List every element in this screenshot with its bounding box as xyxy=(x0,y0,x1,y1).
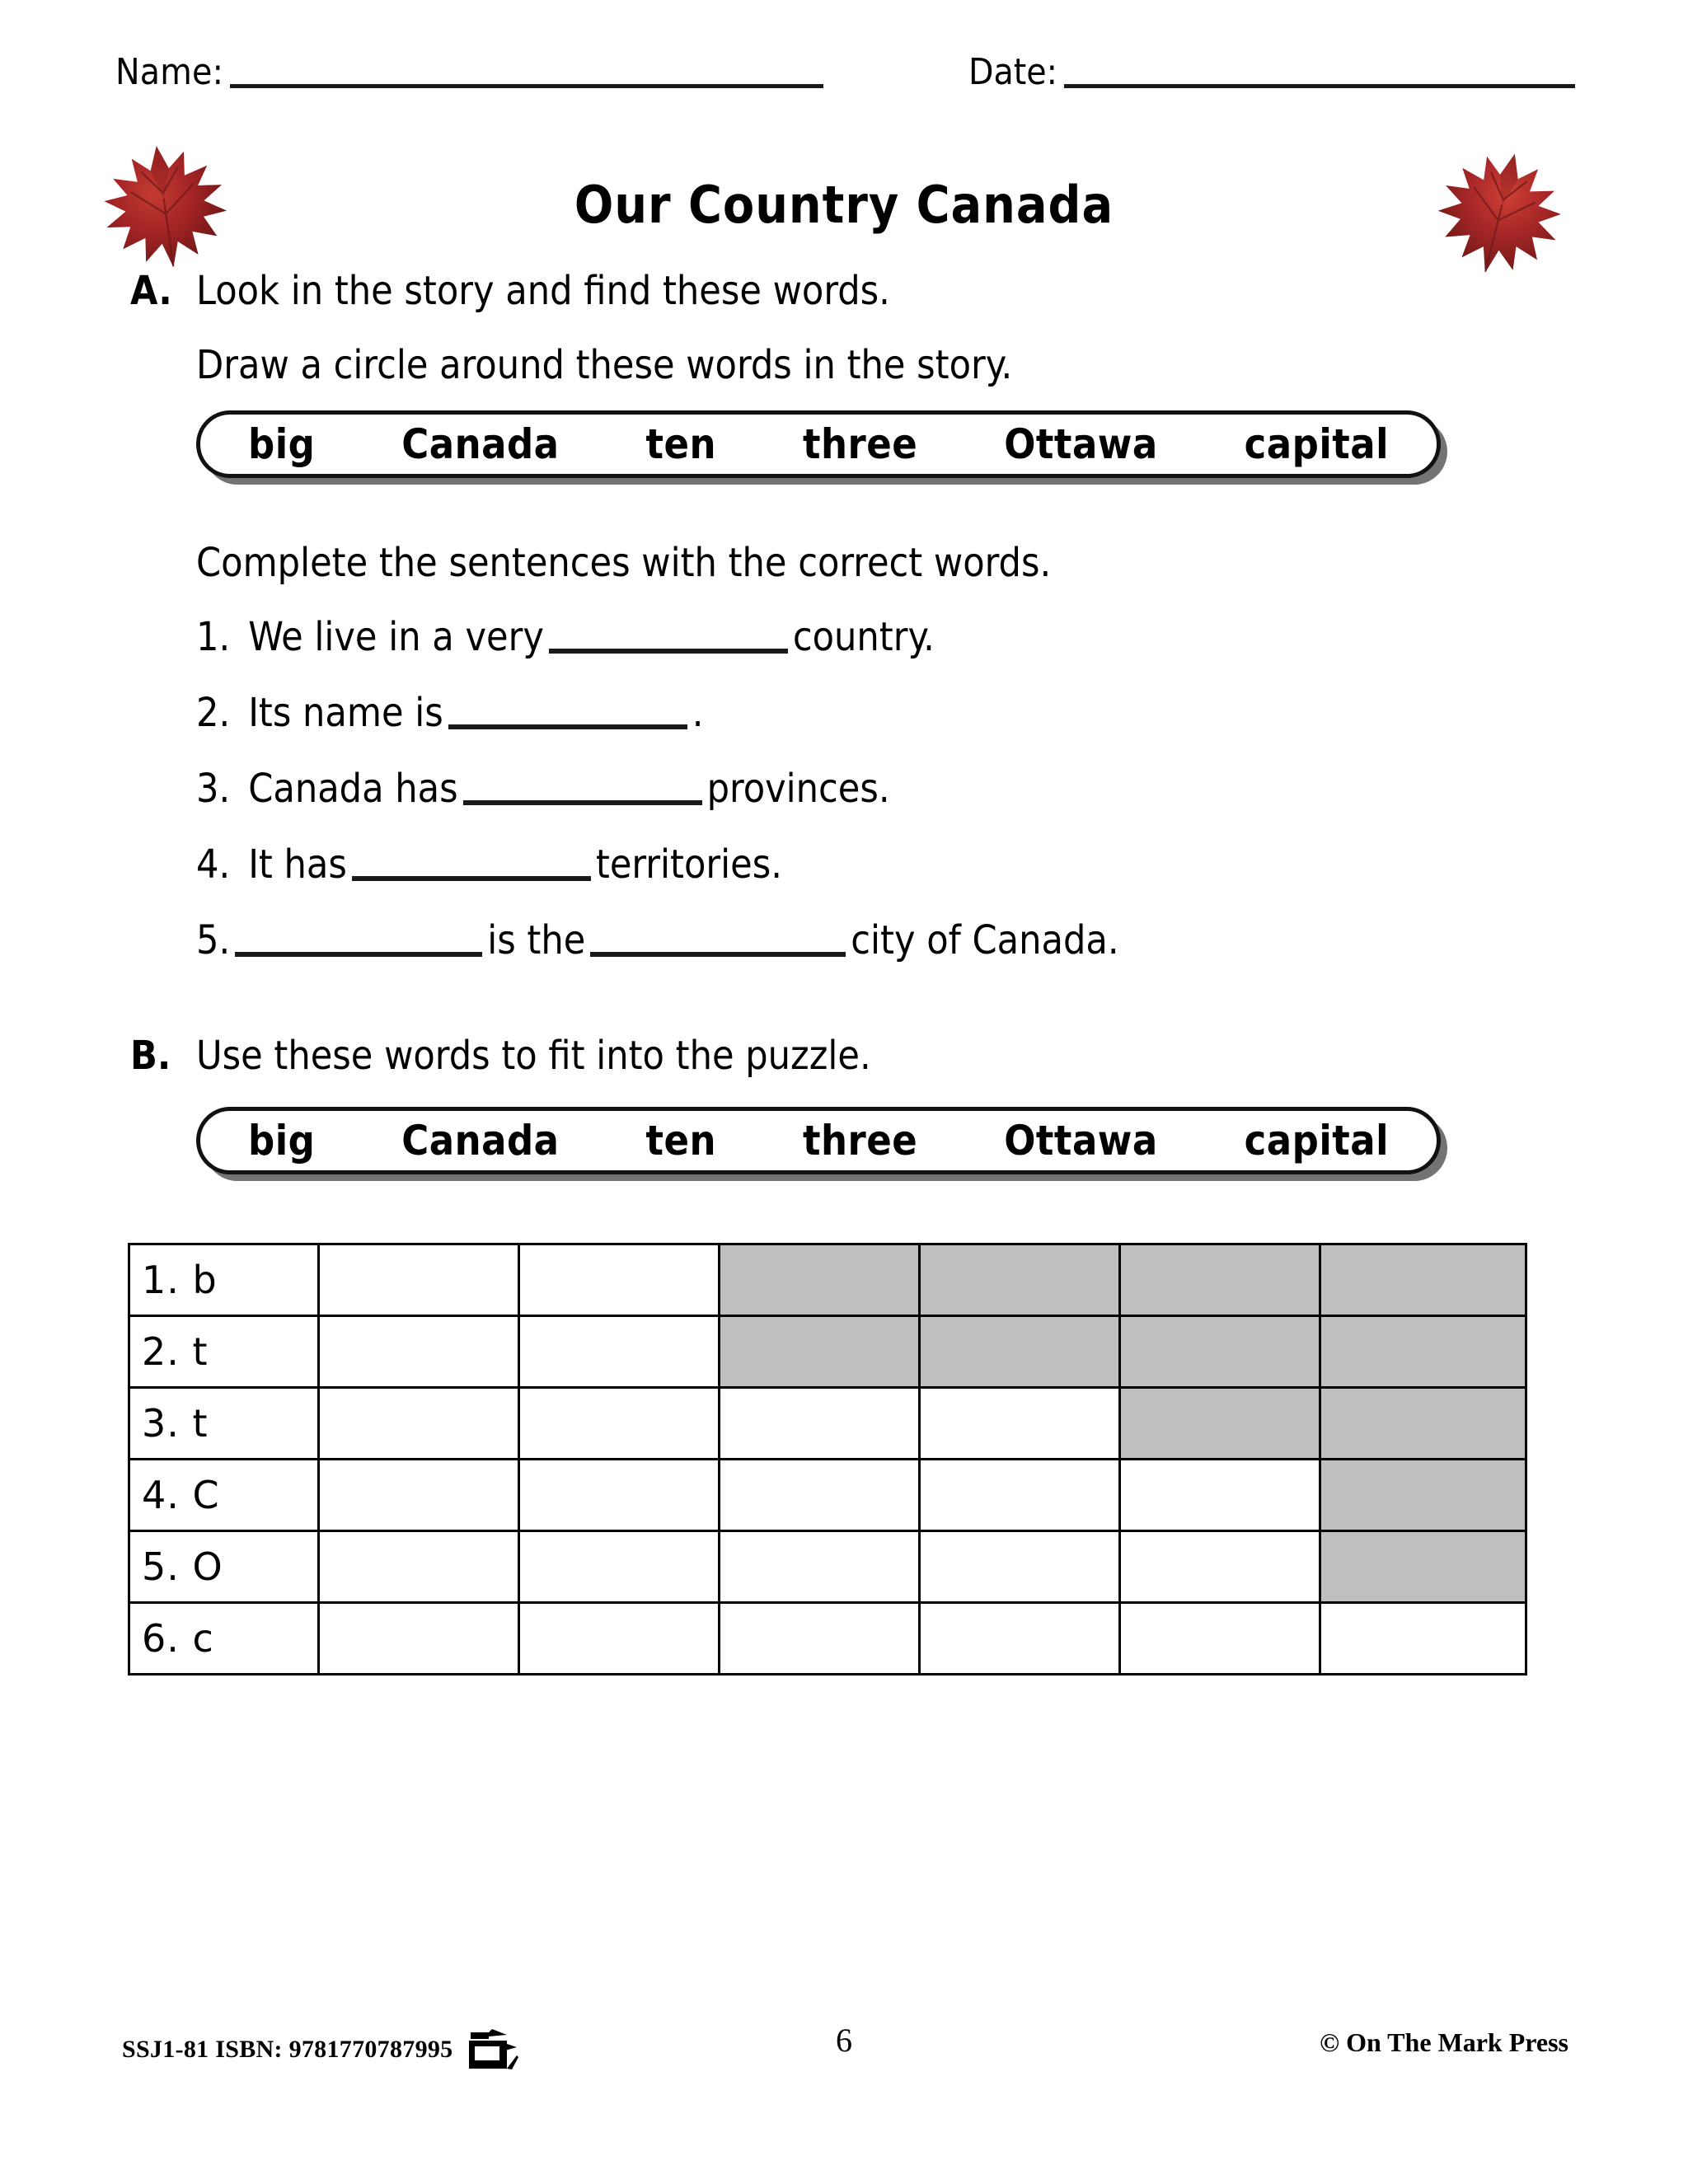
puzzle-cell-r3c6 xyxy=(1320,1388,1526,1460)
footer-copyright: © On The Mark Press xyxy=(1320,2027,1568,2057)
section-a-letter: A. xyxy=(130,268,172,314)
puzzle-cell-r5c2[interactable] xyxy=(519,1531,720,1603)
table-row xyxy=(129,1603,1526,1675)
puzzle-cell-r4c6 xyxy=(1320,1460,1526,1531)
section-a-line-1: Look in the story and find these words. xyxy=(196,268,890,314)
puzzle-cell-r5c3[interactable] xyxy=(720,1531,920,1603)
puzzle-cell-r6c1[interactable] xyxy=(319,1603,519,1675)
date-label: Date: xyxy=(968,51,1057,93)
puzzle-row-label-1: 1. b xyxy=(129,1244,319,1316)
sentence-5 xyxy=(196,917,1119,963)
page-title: Our Country Canada xyxy=(574,175,1114,235)
puzzle-cell-r3c3[interactable] xyxy=(720,1388,920,1460)
puzzle-cell-r1c1[interactable] xyxy=(319,1244,519,1316)
sentence-4 xyxy=(196,841,782,888)
puzzle-cell-r3c2[interactable] xyxy=(519,1388,720,1460)
puzzle-cell-r1c4 xyxy=(920,1244,1120,1316)
sentence-5-blank-1[interactable] xyxy=(235,952,482,957)
puzzle-grid xyxy=(128,1243,1527,1675)
puzzle-cell-r4c1[interactable] xyxy=(319,1460,519,1531)
puzzle-row-label-6: 6. c xyxy=(129,1603,319,1675)
sentence-1-number: 1. xyxy=(196,614,231,660)
word-bank-b-word-2[interactable]: Canada xyxy=(401,1117,560,1165)
puzzle-cell-r5c1[interactable] xyxy=(319,1531,519,1603)
puzzle-row-label-2: 2. t xyxy=(129,1316,319,1388)
table-row xyxy=(129,1244,1526,1316)
puzzle-cell-r6c4[interactable] xyxy=(920,1603,1120,1675)
puzzle-row-label-3: 3. t xyxy=(129,1388,319,1460)
puzzle-cell-r3c5 xyxy=(1120,1388,1320,1460)
sentence-5-blank-2[interactable] xyxy=(590,952,846,957)
sentence-2-before: Its name is xyxy=(248,690,443,736)
sentence-5-number: 5. xyxy=(196,917,231,963)
sentence-1-blank-1[interactable] xyxy=(549,649,788,654)
word-bank-a-word-3[interactable]: ten xyxy=(645,420,717,468)
sentence-3-before: Canada has xyxy=(248,766,458,812)
date-field-row xyxy=(968,51,1575,93)
sentence-5-middle: is the xyxy=(487,917,586,963)
sentence-1-after: country. xyxy=(792,614,935,660)
section-b-line-1: Use these words to fit into the puzzle. xyxy=(196,1033,871,1079)
sentence-3-after: provinces. xyxy=(706,766,890,812)
section-a-instruction: Complete the sentences with the correct words. xyxy=(196,540,1052,586)
section-b-letter: B. xyxy=(130,1033,171,1079)
footer-page-number: 6 xyxy=(836,2022,852,2059)
word-bank-b-word-4[interactable]: three xyxy=(802,1117,918,1165)
puzzle-cell-r2c1[interactable] xyxy=(319,1316,519,1388)
puzzle-row-label-4: 4. C xyxy=(129,1460,319,1531)
puzzle-cell-r1c5 xyxy=(1120,1244,1320,1316)
name-field-row xyxy=(115,51,823,93)
puzzle-cell-r1c3 xyxy=(720,1244,920,1316)
puzzle-cell-r3c1[interactable] xyxy=(319,1388,519,1460)
word-bank-b-word-6[interactable]: capital xyxy=(1244,1117,1389,1165)
sentence-2-after: . xyxy=(692,690,704,736)
word-bank-b-word-5[interactable]: Ottawa xyxy=(1004,1117,1158,1165)
name-write-line[interactable] xyxy=(230,84,823,88)
sentence-3-blank-1[interactable] xyxy=(463,800,702,805)
puzzle-cell-r2c5 xyxy=(1120,1316,1320,1388)
word-bank-a xyxy=(196,410,1441,478)
puzzle-cell-r2c4 xyxy=(920,1316,1120,1388)
puzzle-cell-r4c2[interactable] xyxy=(519,1460,720,1531)
puzzle-cell-r6c6[interactable] xyxy=(1320,1603,1526,1675)
puzzle-cell-r6c2[interactable] xyxy=(519,1603,720,1675)
word-bank-a-word-4[interactable]: three xyxy=(802,420,918,468)
puzzle-cell-r4c4[interactable] xyxy=(920,1460,1120,1531)
sentence-4-after: territories. xyxy=(595,841,782,888)
sentence-4-number: 4. xyxy=(196,841,231,888)
word-bank-a-word-2[interactable]: Canada xyxy=(401,420,560,468)
puzzle-cell-r2c2[interactable] xyxy=(519,1316,720,1388)
sentence-1 xyxy=(196,614,935,660)
puzzle-cell-r1c2[interactable] xyxy=(519,1244,720,1316)
puzzle-cell-r5c6 xyxy=(1320,1531,1526,1603)
sentence-3 xyxy=(196,766,890,812)
word-bank-a-word-5[interactable]: Ottawa xyxy=(1004,420,1158,468)
word-bank-b-word-1[interactable]: big xyxy=(248,1117,316,1165)
puzzle-cell-r1c6 xyxy=(1320,1244,1526,1316)
table-row xyxy=(129,1531,1526,1603)
word-bank-a-word-6[interactable]: capital xyxy=(1244,420,1389,468)
puzzle-cell-r3c4[interactable] xyxy=(920,1388,1120,1460)
sentence-2-number: 2. xyxy=(196,690,231,736)
name-label: Name: xyxy=(115,51,224,93)
sentence-2-blank-1[interactable] xyxy=(448,724,687,729)
puzzle-cell-r5c4[interactable] xyxy=(920,1531,1120,1603)
puzzle-cell-r2c6 xyxy=(1320,1316,1526,1388)
puzzle-cell-r5c5[interactable] xyxy=(1120,1531,1320,1603)
puzzle-cell-r4c3[interactable] xyxy=(720,1460,920,1531)
sentence-4-before: It has xyxy=(248,841,347,888)
date-write-line[interactable] xyxy=(1064,84,1575,88)
puzzle-cell-r6c3[interactable] xyxy=(720,1603,920,1675)
footer-product-code: SSJ1-81 ISBN: 9781770787995 xyxy=(122,2036,453,2063)
table-row xyxy=(129,1316,1526,1388)
sentence-4-blank-1[interactable] xyxy=(352,876,591,881)
sentence-1-before: We live in a very xyxy=(248,614,544,660)
table-row xyxy=(129,1388,1526,1460)
word-bank-a-word-1[interactable]: big xyxy=(248,420,316,468)
section-a-line-2: Draw a circle around these words in the story. xyxy=(196,342,1013,388)
word-bank-b-word-3[interactable]: ten xyxy=(645,1117,717,1165)
sentence-3-number: 3. xyxy=(196,766,231,812)
table-row xyxy=(129,1460,1526,1531)
sentence-5-after: city of Canada. xyxy=(851,917,1119,963)
puzzle-cell-r4c5[interactable] xyxy=(1120,1460,1320,1531)
sentence-2 xyxy=(196,690,703,736)
puzzle-cell-r6c5[interactable] xyxy=(1120,1603,1320,1675)
puzzle-row-label-5: 5. O xyxy=(129,1531,319,1603)
puzzle-cell-r2c3 xyxy=(720,1316,920,1388)
word-bank-b xyxy=(196,1107,1441,1174)
